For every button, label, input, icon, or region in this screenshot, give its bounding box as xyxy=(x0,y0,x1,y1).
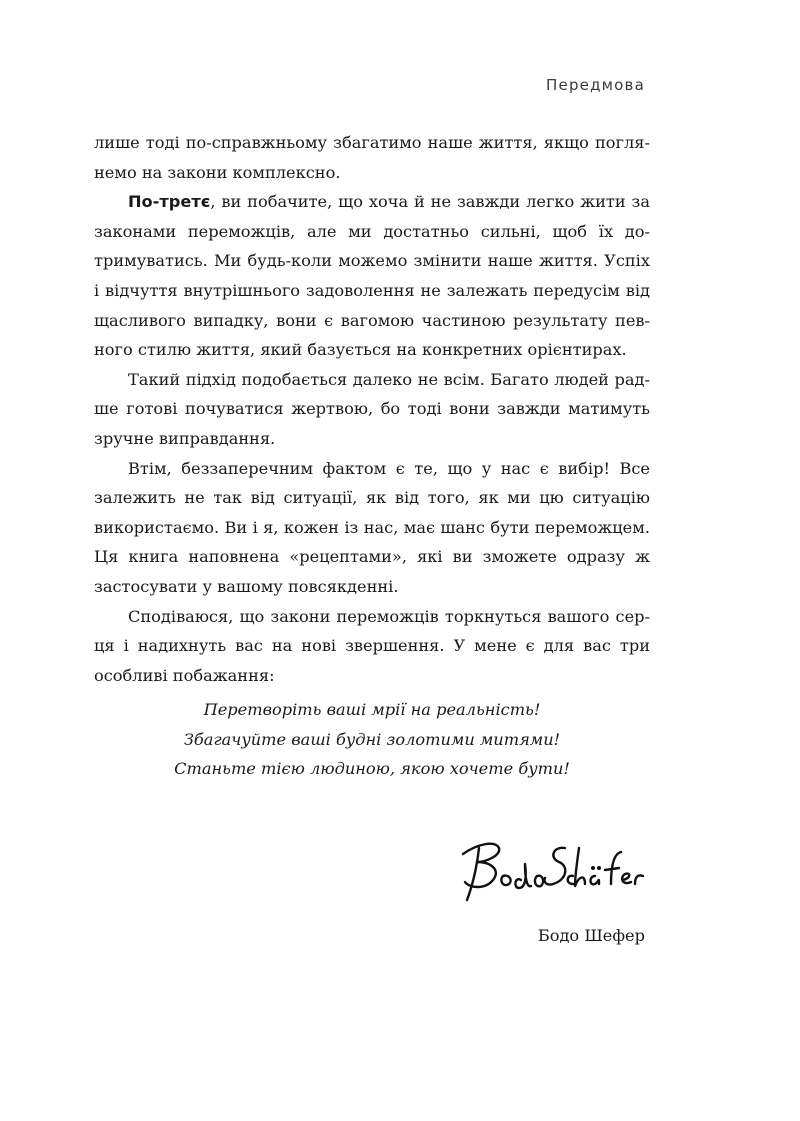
paragraph-5: Сподіваюся, що закони переможців торкнуться вашого серця і надихнуть вас на нові звершення. У мене є для вас три особливі побажання: xyxy=(94,606,650,685)
signature-image xyxy=(455,818,645,908)
paragraph-2-lead: По-третє xyxy=(128,192,211,212)
paragraph-4: Втім, беззаперечним фактом є те, що у нас є вибір! Все залежить не так від ситуації, як від того, як ми цю ситуацію використаємо. Ви і я, кожен із нас, має шанс бути переможцем. Ця книга наповнена «рецептами», які ви зможете одразу ж застосувати у вашому повсякденні. xyxy=(94,458,650,596)
wishes-block xyxy=(94,695,650,784)
wish-line-2: Збагачуйте ваші будні золотими митями! xyxy=(183,729,561,749)
paragraph-2-text: , ви побачите, що хоча й не завжди легко жити за законами переможців, але ми достатньо сильні, щоб їх дотримуватись. Ми будь-коли можемо змінити наше життя. Успіх і відчуття внутрішнього задоволення не залежать передусім від щасливого випадку, вони є вагомою частиною результату певного стилю життя, який базується на конкретних орієнтирах. xyxy=(94,192,650,360)
paragraph-2 xyxy=(94,187,650,365)
wish-line-1: Перетворіть ваші мрії на реальність! xyxy=(203,700,541,719)
wish-line-3: Станьте тією людиною, якою хочете бути! xyxy=(174,759,570,779)
running-header: Передмова xyxy=(546,76,645,94)
paragraph-3: Такий підхід подобається далеко не всім. Багато людей радше готові почуватися жертвою, бо тоді вони завжди матимуть зручне виправдання. xyxy=(94,369,650,448)
author-name: Бодо Шефер xyxy=(537,926,645,945)
body-text xyxy=(94,128,650,690)
paragraph-1: лише тоді по-справжньому збагатимо наше життя, якщо поглянемо на закони комплексно. xyxy=(94,133,650,182)
